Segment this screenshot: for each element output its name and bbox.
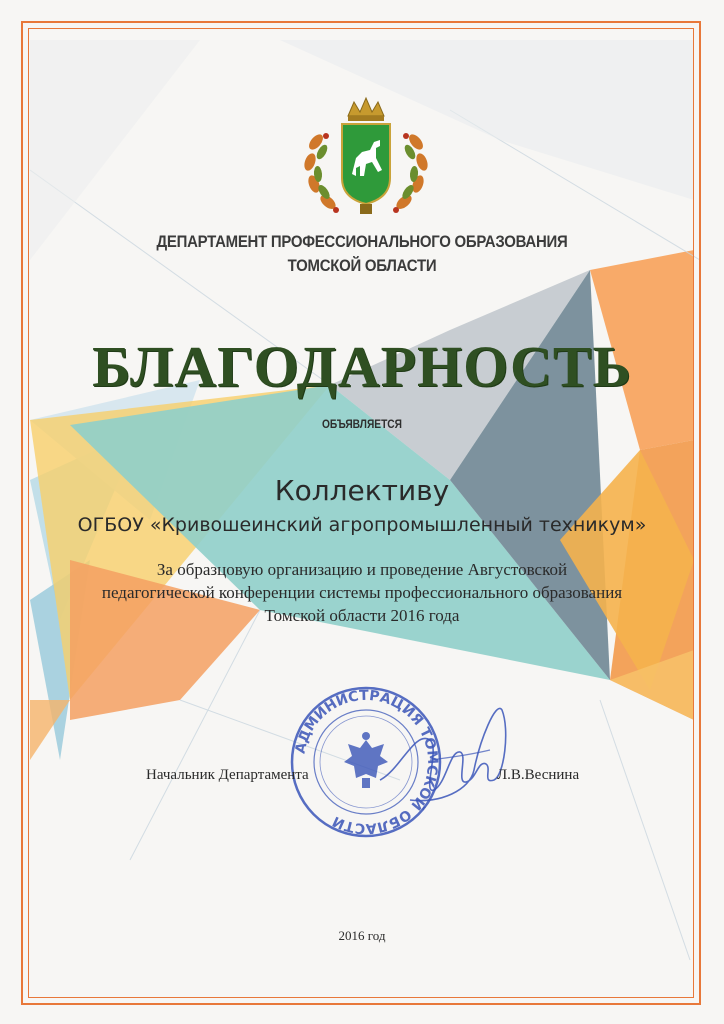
organization-name: ОГБОУ «Кривошеинский агропромышленный техникум»	[77, 514, 647, 536]
signatory-name: Л.В.Веснина	[497, 767, 580, 783]
department-name-line2: ТОМСКОЙ ОБЛАСТИ	[287, 256, 437, 275]
signature-position: Начальник Департамента	[146, 767, 309, 783]
reason-line-1: За образцовую организацию и проведение Августовской	[156, 560, 568, 579]
reason-line-2: педагогической конференции системы профессионального образования	[101, 583, 623, 602]
handwritten-signature	[370, 700, 520, 810]
department-name-line1: ДЕПАРТАМЕНТ ПРОФЕССИОНАЛЬНОГО ОБРАЗОВАНИЯ	[156, 232, 568, 251]
announcement-text: ОБЪЯВЛЯЕТСЯ	[321, 417, 403, 431]
tomsk-region-coat-of-arms-icon	[296, 92, 436, 222]
stamp-text: АДМИНИСТРАЦИЯ ТОМСКОЙ ОБЛАСТИ	[292, 687, 441, 837]
certificate-year: 2016 год	[338, 928, 386, 943]
reason-line-3: Томской области 2016 года	[264, 606, 460, 625]
certificate-title: БЛАГОДАРНОСТЬ	[92, 334, 632, 399]
recipient-text: Коллективу	[274, 474, 450, 507]
